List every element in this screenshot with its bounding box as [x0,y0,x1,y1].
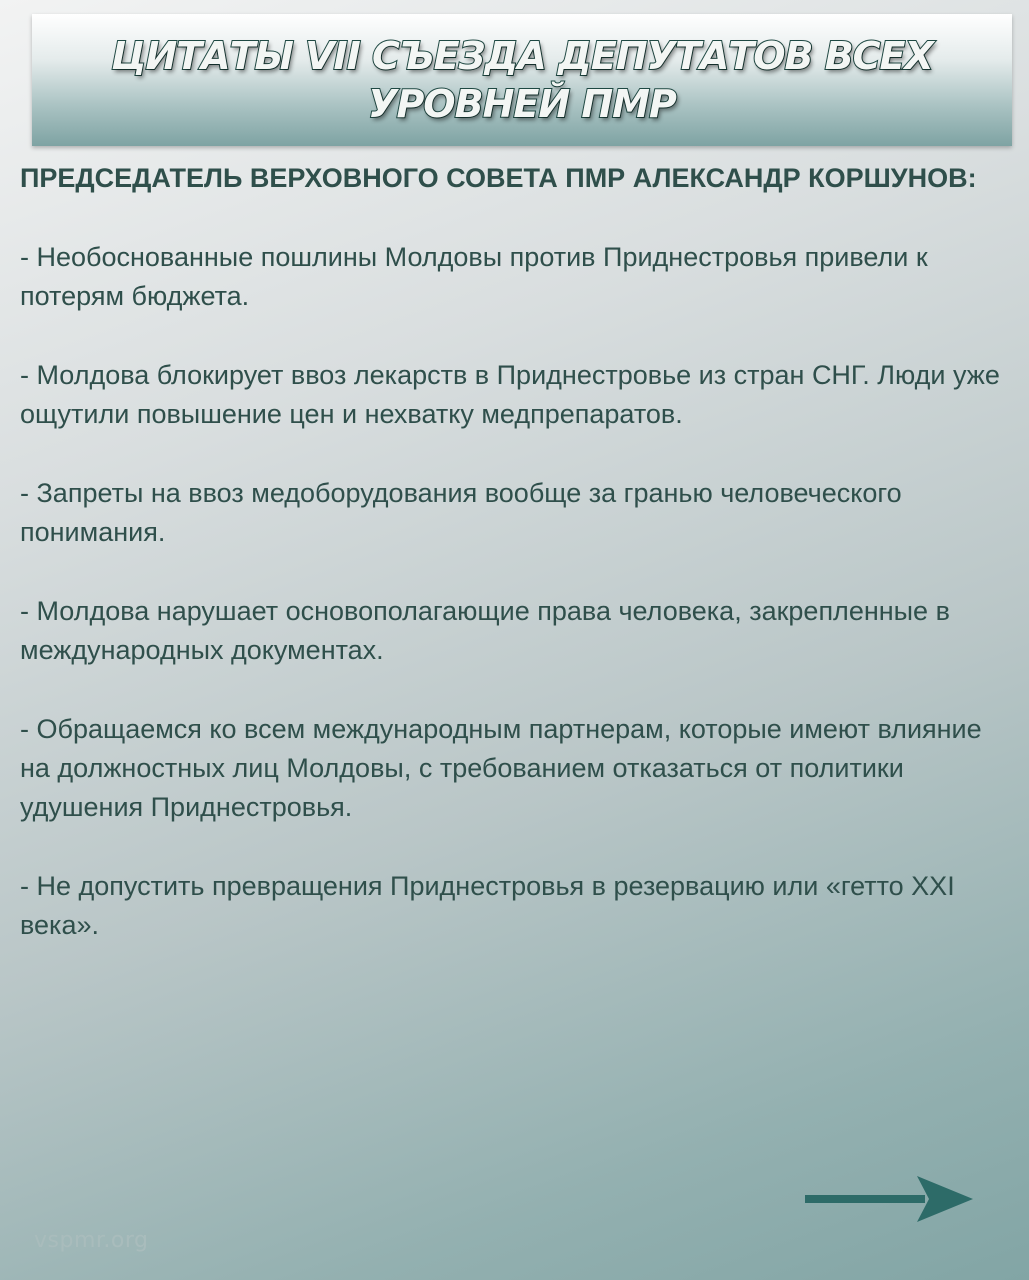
quote-item: - Молдова нарушает основополагающие права человека, закрепленные в международных документах. [20,596,950,665]
quote-item: - Не допустить превращения Приднестровья в резервацию или «гетто XXI века». [20,871,955,940]
quote-item: - Необоснованные пошлины Молдовы против Приднестровья привели к потерям бюджета. [20,242,928,311]
quote-item: - Молдова блокирует ввоз лекарств в Приднестровье из стран СНГ. Люди уже ощутили повышение цен и нехватку медпрепаратов. [20,360,1000,429]
quote-item: - Запреты на ввоз медоборудования вообще за гранью человеческого понимания. [20,478,902,547]
arrow-right-icon [805,1172,977,1226]
quote-content [20,158,1010,985]
page-title: ЦИТАТЫ VII СЪЕЗДА ДЕПУТАТОВ ВСЕХ УРОВНЕЙ ПМР [111,34,933,126]
header-banner [32,14,1012,146]
watermark: vspmr.org [34,1228,149,1253]
quote-item: - Обращаемся ко всем международным партнерам, которые имеют влияние на должностных лиц Молдовы, с требованием отказаться от политики удушения Приднестровья. [20,714,982,822]
next-button[interactable] [805,1172,977,1226]
speaker-heading: ПРЕДСЕДАТЕЛЬ ВЕРХОВНОГО СОВЕТА ПМР АЛЕКСАНДР КОРШУНОВ: [20,163,977,193]
